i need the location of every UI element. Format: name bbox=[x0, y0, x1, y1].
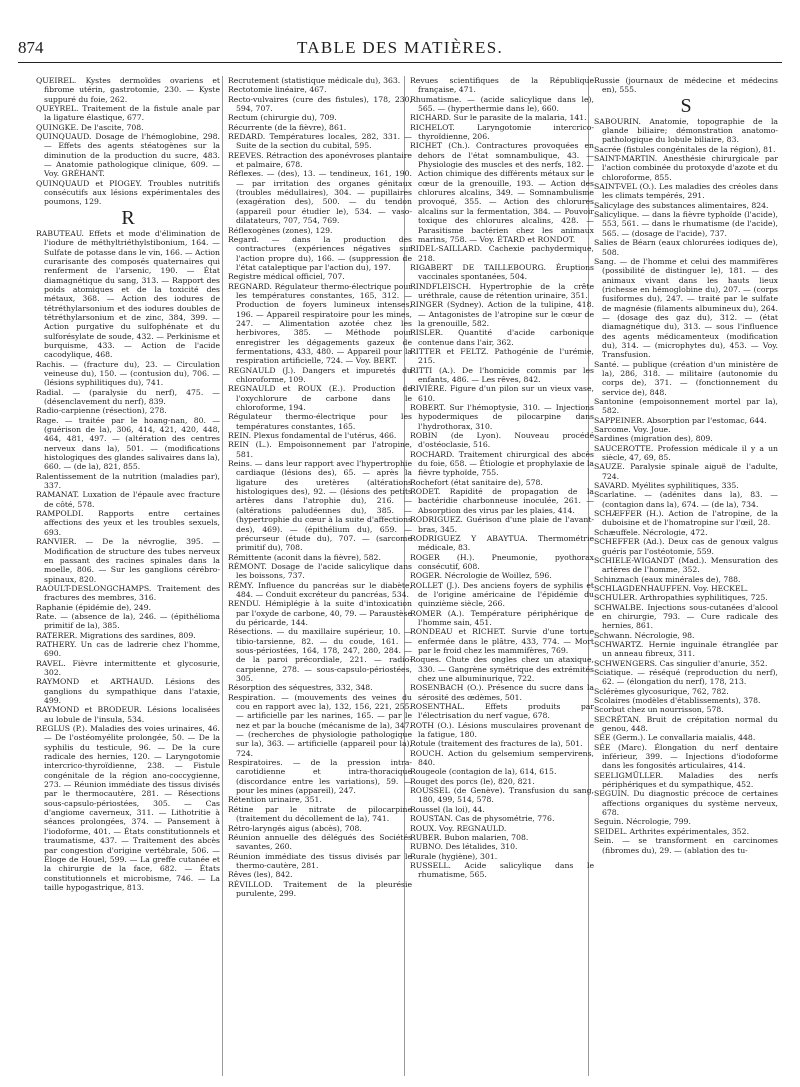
index-entry: Régulateur thermo-électrique pour les températures constantes, 165. bbox=[228, 412, 412, 431]
index-entry: Rurale (hygiène), 301. bbox=[410, 851, 498, 861]
index-entry: Rougeole (contagion de la), 614, 615. bbox=[410, 767, 557, 777]
index-entry: RINGER (Sydney). Action de la tulipine, 418. — Antagonistes de l'atropine sur le cœur de la grenouille, 582. bbox=[410, 300, 594, 328]
index-entry: Schwann. Nécrologie, 98. bbox=[594, 630, 695, 640]
index-entry: Respiration. — (mouvements des veines du cou en rapport avec la), 132, 156, 221, 255. — artificielle par les narines, 165. — par le nez et par la bouche (mécanisme de la), 347. — (recherches de physiologie pathologique sur la), 363. — artificielle (appareil pour la), 724. bbox=[228, 692, 412, 758]
index-entry: Ralentissement de la nutrition (maladies par), 337. bbox=[36, 471, 220, 491]
index-entry: REEVES. Rétraction des aponévroses plantaire et palmaire, 678. bbox=[228, 150, 412, 170]
index-entry: RIGABERT DE TAILLEBOURG. Éruptions vaccinales spontanées, 504. bbox=[410, 262, 594, 282]
index-entry: RUBNO. Des létalides, 310. bbox=[410, 842, 518, 852]
index-entry: Rage. — traitée par le hoang-nan, 80. — (guérison de la), 306, 414, 421, 420, 448, 464, 481, 497. — (altération des centres nerveux dans la), 501. — (modifications histologiques des glandes salivaires dans la), 660. — (de la), 821, 855. bbox=[36, 415, 220, 472]
index-entry: Réunion annuelle des délégués des Sociétés savantes, 260. bbox=[228, 832, 412, 852]
index-entry: Recto-vulvaires (cure des fistules), 178, 230, 594, 707. bbox=[228, 94, 412, 114]
page-number: 874 bbox=[18, 38, 44, 57]
index-entry: Seguin. Nécrologie, 799. bbox=[594, 817, 691, 827]
index-entry: Rotule (traitement des fractures de la), 501. bbox=[410, 739, 583, 749]
index-entry: RÉMONT. Dosage de l'acide salicylique dans les boissons, 737. bbox=[228, 561, 412, 581]
index-entry: Rétention urinaire, 351. bbox=[228, 795, 322, 805]
index-entry: RIDEL-SAILLARD. Cachexie pachydermique, 218. bbox=[410, 244, 594, 263]
index-entry: QUINQUAUD. Dosage de l'hémoglobine, 298. — Effets des agents stéatogènes sur la diminution de la production du sucre, 483. — Anatomie pathologique clinique, 609. — Voy. GRÉHANT. bbox=[36, 132, 220, 179]
index-entry: Raphanie (épidémie de), 249. bbox=[36, 602, 152, 612]
index-entry: SAINT-VEL (O.). Les maladies des créoles dans les climats tempérés, 291. bbox=[594, 182, 778, 201]
index-entry: ROCHARD. Traitement chirurgical des abcès du foie, 658. — Étiologie et prophylaxie de la fièvre typhoïde, 755. bbox=[410, 449, 594, 478]
index-entry: Santé. — publique (création d'un ministère de la), 286, 318. — militaire (autonomie du corps de), 371. — (fonctionnement du service de), 848. bbox=[594, 359, 778, 397]
index-entry: Respiratoires. — de la pression intra-carotidienne et intra-thoracique (discordance entre les variations), 59. — pour les mines (appareil), 247. bbox=[228, 758, 412, 796]
index-entry: SCHWALBE. Injections sous-cutanées d'alcool en chirurgie, 793. — Cure radicale des hernies, 861. bbox=[594, 602, 778, 631]
index-entry: SECRÉTAN. Bruit de crépitation normal du genou, 448. bbox=[594, 714, 778, 734]
index-entry: ROBIN (de Lyon). Nouveau procédé d'ostéoclasie, 516. bbox=[410, 431, 594, 450]
index-entry: RODRIGUEZ Y ABAYTUA. Thermométrie médicale, 83. bbox=[410, 533, 594, 553]
index-entry: SAUZE. Paralysie spinale aiguë de l'adulte, 724. bbox=[594, 462, 778, 481]
index-entry: ROLLET (J.). Des anciens foyers de syphilis et de l'origine américaine de l'épidémie du quinzième siècle, 266. bbox=[410, 580, 594, 609]
index-entry: Rachis. — (fracture du), 23. — Circulation veineuse du), 150. — (contusion du), 706. — (lésions syphilitiques du), 741. bbox=[36, 359, 220, 388]
index-entry: Salies de Béarn (eaux chlorurées iodiques de), 508. bbox=[594, 238, 778, 257]
index-entry: Récurrente (de la fièvre), 861. bbox=[228, 122, 347, 132]
index-entry: Revues scientifiques de la République française, 471. bbox=[410, 76, 594, 95]
index-entry: Réunion immédiate des tissus divisés par le thermo-cautère, 281. bbox=[228, 851, 412, 870]
index-entry: ROSENBACH (O.). Présence du sucre dans la sérosité des œdèmes, 501. bbox=[410, 683, 594, 702]
index-entry: Scolaires (modèles d'établissements), 378. bbox=[594, 696, 761, 705]
index-entry: SCHÆFFER (H.). Action de l'atropine, de la duboisine et de l'homatropine sur l'œil, 28. bbox=[594, 509, 778, 528]
index-entry: RENDU. Hémiplégie à la suite d'intoxication par l'oxyde de carbone, 40, 79. — Paraustèse du péricarde, 144. bbox=[228, 599, 412, 627]
index-entry: Radial. — (paralysie du nerf), 475. — (désenclavement du nerf), 839. bbox=[36, 387, 220, 406]
index-entry: REGNAULD (J.). Dangers et impuretés du chloroforme, 109. bbox=[228, 365, 412, 384]
page-header bbox=[18, 38, 782, 60]
index-entry: Sang. — de l'homme et celui des mammifères (possibilité de distinguer le), 181. — des animaux vivant dans les hauts lieux (richesse en hémoglobine du), 207. — (corps fusiformes du), 247. — traité par le sulfate de magnésie (filaments albumineux du), 264. — (dosage des gaz du), 312. — (état diamagnétique du), 313. — sous l'influence des agents médicamenteux (modification du), 314. — (microphytes du), 453. — Voy. Transfusion. bbox=[594, 256, 778, 360]
index-entry: ROUCH. Action du gelsemium sempervirens, 840. bbox=[410, 748, 594, 768]
index-entry: SEIDEL. Arthrites expérimentales, 352. bbox=[594, 826, 750, 836]
section-letter: R bbox=[121, 206, 135, 229]
index-entry: Registre médical officiel, 707. bbox=[228, 272, 345, 282]
header-rule bbox=[18, 62, 782, 63]
index-entry: REGLUS (P.). Maladies des voies urinaires, 46. — De l'ostéomyélite prolongée, 50. — De la syphilis du testicule, 96. — De la cure radicale des hernies, 120. — Laryngotomie intercrico-thyroïdienne, 238. — Fistule congénitale de la région ano-coccygienne, 273. — Réunion immédiate des tissus divisés par le thermocautère, 281. — Résections sous-capsulo-périostées, 305. — Cas d'angiome caverneux, 311. — Lithotritie à séances prolongées, 374. — Pansement à l'iodoforme, 401. — États constitutionnels et traumatisme, 437. — Traitement des abcès par congestion d'origine vertébrale, 506. — Éloge de Houel, 599. — La greffe cutanée et la chirurgie de la face, 682. — États constitutionnels et microbisme, 746. — La taille hypogastrique, 813. bbox=[36, 724, 220, 892]
index-entry: RODRIGUEZ. Guérison d'une plaie de l'avant-bras, 345. bbox=[410, 515, 594, 534]
index-entry: RAMANAT. Luxation de l'épaule avec fracture de côté, 578. bbox=[36, 490, 220, 509]
index-entry: Réflexes. — (des), 13. — tendineux, 161, 190. — par irritation des organes génitaux (troubles médullaires), 304. — pupillaires (exagération des), 500. — du tendon (appareil pour étudier le), 534. — vaso-dilatateurs, 707, 754, 769. bbox=[228, 169, 412, 226]
index-entry: ROUSSEL (de Genève). Transfusion du sang, 180, 499, 514, 578. bbox=[410, 786, 594, 805]
index-entry: ROUSTAN. Cas de physométrie, 776. bbox=[410, 814, 555, 824]
index-entry: Rétro-laryngés aigus (abcès), 708. bbox=[228, 823, 362, 833]
index-entry: Schæuffele. Nécrologie, 472. bbox=[594, 527, 708, 537]
index-entry: Rochefort (état sanitaire de), 578. bbox=[410, 477, 543, 487]
index-entry: RÉMY. Influence du pancréas sur le diabète, 484. — Conduit excréteur du pancréas, 534. bbox=[228, 580, 412, 599]
index-entry: RIVIÈRE. Figure d'un pilon sur un vieux vase, 610. bbox=[410, 384, 594, 403]
index-entry: Salicylique. — dans la fièvre typhoïde (l'acide), 553, 561. — dans le rhumatisme (de l'acide), 565. — (dosage de l'acide), 737. bbox=[594, 210, 778, 238]
index-entry: RONDEAU et RICHET. Survie d'une tortue enfermée dans le plâtre, 433, 774. — Mort par le froid chez les mammifères, 769. bbox=[410, 627, 594, 655]
index-entry: Russie (journaux de médecine et médecins en), 555. bbox=[594, 76, 778, 95]
index-entry: RUBER. Bubon malarien, 708. bbox=[410, 832, 529, 842]
index-entry: ROGER (H.). Pneumonie, pyothorax consécutif, 608. bbox=[410, 552, 594, 571]
index-entry: Scarlatine. — (adénites dans la), 83. — (contagion dans la), 674. — (de la), 734. bbox=[594, 490, 778, 509]
index-entry: QUEYREL. Traitement de la fistule anale par la ligature élastique, 677. bbox=[36, 104, 220, 123]
index-entry: RABUTEAU. Effets et mode d'élimination de l'iodure de méthyltriéthylstibonium, 164. — Sulfate de potasse dans le vin, 166. — Action curarisante des composés quaternaires qui renferment de l'arsenic, 190. — État diamagnétique du sang, 313. — Rapport des poids atomiques et de la toxicité des métaux, 368. — Action des iodures de tétréthylarsonium et des iodures doubles de tétréthylarsonium et de zinc, 384, 399. — Action purgative du sulfophénate et du sulforésylate de soude, 432. — Perkinisme et burquisme, 433. — Action de l'acide cacodylique, 468. bbox=[36, 228, 220, 360]
index-entry: SCHIELE-WIGANDT (Mad.). Mensuration des artères de l'homme, 352. bbox=[594, 555, 778, 575]
section-letter: S bbox=[680, 94, 692, 117]
index-entry: RICHELOT. Laryngotomie intercrico-thyroïdienne, 206. bbox=[410, 122, 594, 142]
index-entry: SAVARD. Myélites syphilitiques, 335. bbox=[594, 481, 739, 491]
index-entry: SAPPEINER. Absorption par l'estomac, 644. bbox=[594, 415, 767, 425]
index-entry: Schinznach (eaux minérales de), 788. bbox=[594, 574, 741, 584]
index-entry: RAYMOND et BRODEUR. Lésions localisées au lobule de l'insula, 534. bbox=[36, 705, 220, 724]
column-divider bbox=[222, 76, 223, 1076]
index-column-3 bbox=[410, 76, 594, 1080]
index-entry: RAMPOLDI. Rapports entre certaines affections des yeux et les troubles sexuels, 693. bbox=[36, 509, 220, 537]
index-entry: RITTI (A.). De l'homicide commis par les enfants, 486. — Les rêves, 842. bbox=[410, 365, 594, 384]
index-entry: REGNARD. Régulateur thermo-électrique pour les températures constantes, 165, 312. — Production de foyers lumineux intenses, 196. — Appareil respiratoire pour les mines, 247. — Alimentation azotée chez les herbivores, 385. — Méthode pour enregistrer les dégagements gazeux de fermentations, 433, 480. — Appareil pour la respiration artificielle, 724. — Voy. BERT. bbox=[228, 281, 412, 366]
index-entry: REIN. Plexus fondamental de l'utérus, 466. bbox=[228, 431, 397, 441]
index-entry: RAYMOND et ARTHAUD. Lésions des ganglions du sympathique dans l'ataxie, 499. bbox=[36, 677, 220, 705]
index-entry: Roques. Chute des ongles chez un ataxique, 330. — Gangrène symétrique des extrémités chez une albuminurique, 722. bbox=[410, 655, 594, 683]
index-column-2 bbox=[228, 76, 412, 1080]
index-column-1 bbox=[36, 76, 220, 1080]
index-entry: REIN (L.). Empoisonnement par l'atropine, 581. bbox=[228, 440, 412, 459]
index-entry: RAOULT-DESLONGCHAMPS. Traitement des fractures des membres, 316. bbox=[36, 583, 220, 603]
index-entry: Santonine (empoisonnement mortel par la), 582. bbox=[594, 397, 778, 416]
index-entry: ROBERT. Sur l'hémoptysie, 310. — Injections hypodermiques de pilocarpine dans l'hydrothorax, 310. bbox=[410, 403, 594, 431]
index-entry: Sciatique. — réséqué (reproduction du nerf), 62. — (élongation du nerf), 178, 213. bbox=[594, 667, 778, 687]
index-entry: RINDFLEISCH. Hypertrophie de la crête uréthrale, cause de rétention urinaire, 351. bbox=[410, 281, 594, 300]
index-entry: RUSSELL. Acide salicylique dans le rhumatisme, 565. bbox=[410, 860, 594, 880]
index-entry: Salicylage des substances alimentaires, 824. bbox=[594, 200, 769, 210]
index-entry: RAVEL. Fièvre intermittente et glycosurie, 302. bbox=[36, 658, 220, 677]
index-entry: SEELIGMÜLLER. Maladies des nerfs périphériques et du sympathique, 452. bbox=[594, 770, 778, 790]
index-entry: SABOURIN. Anatomie, topographie de la glande biliaire; démonstration anatomo-pathologique du lobule biliaire, 83. bbox=[594, 116, 778, 145]
index-entry: REGNAULD et ROUX (E.). Production de l'oxychlorure de carbone dans le chloroforme, 194. bbox=[228, 384, 412, 413]
index-entry: SCHLAGDENHAUFFEN. Voy. HECKEL. bbox=[594, 583, 749, 593]
index-entry: Radio-carpienne (résection), 278. bbox=[36, 406, 167, 416]
page-title: TABLE DES MATIÈRES. bbox=[296, 38, 504, 57]
index-entry: RICHET (Ch.). Contractures provoquées en dehors de l'état somnambulique, 43. — Physiologie des muscles et des nerfs, 182. — Action chimique des différents métaux sur le cœur de la grenouille, 193. — Action des chlorures alcalins, 349. — Somnambulisme provoqué, 355. — Action des chlorures alcalins sur la fermentation, 384. — Pouvoir toxique des chlorures alcalins, 428. — Parasitisme bactérien chez les animaux marins, 758. — Voy. ÉTARD et RONDOT. bbox=[410, 141, 594, 244]
index-entry: SCHWARTZ. Hernie inguinale étranglée par un anneau fibreux, 311. bbox=[594, 639, 778, 659]
index-entry: SEGUIN. Du diagnostic précoce de certaines affections organiques du système nerveux, 678. bbox=[594, 789, 778, 818]
index-entry: RATHERY. Un cas de ladrerie chez l'homme, 690. bbox=[36, 639, 220, 659]
index-entry: SÉE (Germ.). Le convallaria maialis, 448. bbox=[594, 733, 756, 743]
index-entry: Recrutement (statistique médicale du), 363. bbox=[228, 76, 401, 85]
index-entry: Résorption des séquestres, 332, 348. bbox=[228, 683, 373, 693]
index-entry: Rate. — (absence de la), 246. — (épithélioma primitif de la), 385. bbox=[36, 611, 220, 631]
index-entry: SCHEFFER (Ad.). Deux cas de genoux valgus guéris par l'ostéotomie, 559. bbox=[594, 537, 778, 556]
index-entry: RANVIER. — De la névroglie, 395. — Modification de structure des tubes nerveux en passant des racines spinales dans la moelle, 806. — Sur les ganglions cérébro-spinaux, 820. bbox=[36, 537, 220, 584]
index-entry: ROGER. Nécrologie de Woillez, 596. bbox=[410, 571, 552, 581]
index-entry: ROUX. Voy. REGNAULD. bbox=[410, 823, 507, 833]
index-entry: Rouget des porcs (le), 820, 821. bbox=[410, 776, 535, 786]
index-entry: RODET. Rapidité de propagation de la bactéridie charbonneuse inoculée, 261. — Absorption des virus par les plaies, 414. bbox=[410, 487, 594, 515]
index-entry: SAINT-MARTIN. Anesthésie chirurgicale par l'action combinée du protoxyde d'azote et du chloroforme, 855. bbox=[594, 154, 778, 182]
index-entry: SÉE (Marc). Élongation du nerf dentaire inférieur, 399. — Injections d'iodoforme dans les fongosités articulaires, 414. bbox=[594, 742, 778, 771]
index-entry: REDARD. Températures locales, 282, 331. — Suite de la section du cubital, 595. bbox=[228, 132, 412, 151]
index-entry: Réflexogènes (zones), 129. bbox=[228, 225, 333, 235]
index-entry: Sein. — se transforment en carcinomes (fibromes du), 29. — (ablation des tu- bbox=[594, 836, 778, 855]
index-entry: SCHWENGERS. Cas singulier d'anurie, 352. bbox=[594, 658, 768, 668]
index-entry: Scorbut chez un nourrisson, 578. bbox=[594, 705, 724, 715]
index-entry: Sarcome. Voy. Joue. bbox=[594, 425, 671, 435]
index-entry: RICHARD. Sur le parasite de la malaria, 141. bbox=[410, 113, 587, 123]
index-entry: RÉVILLOD. Traitement de la pleurésie purulente, 299. bbox=[228, 879, 412, 898]
index-entry: ROMER (A.). Température périphérique de l'homme sain, 451. bbox=[410, 608, 594, 627]
index-entry: SAUCEROTTE. Profession médicale il y a un siècle, 47, 69, 85. bbox=[594, 443, 778, 463]
index-entry: Rémittente (aconit dans la fièvre), 582. bbox=[228, 552, 381, 562]
index-entry: Sardines (migration des), 809. bbox=[594, 434, 713, 444]
index-entry: Rêves (les), 842. bbox=[228, 870, 293, 880]
index-entry: Rhumatisme. — (acide salicylique dans le), 565. — (hyperthermie dans le), 660. bbox=[410, 94, 594, 114]
index-entry: Roussel (la loi), 44. bbox=[410, 804, 485, 814]
index-entry: QUEIREL. Kystes dermoïdes ovariens et fibrome utérin, gastrotomie, 230. — Kyste suppuré du foie, 262. bbox=[36, 76, 220, 104]
index-entry: SCHULER. Arthropathies syphilitiques, 725. bbox=[594, 593, 768, 603]
index-entry: RATERER. Migrations des sardines, 809. bbox=[36, 630, 196, 640]
index-entry: ROTH (O.). Lésions musculaires provenant de la fatigue, 180. bbox=[410, 720, 594, 740]
index-entry: Regard. — dans la production des contractures (expériences négatives sur l'action propre du), 166. — (suppression de l'état cataleptique par l'action du), 197. bbox=[228, 234, 412, 272]
index-entry: Sacrée (fistules congénitales de la région), 81. bbox=[594, 144, 776, 154]
index-entry: QUINGKE. De l'ascite, 708. bbox=[36, 122, 144, 132]
index-column-4 bbox=[594, 76, 778, 1080]
index-entry: Reins. — dans leur rapport avec l'hypertrophie cardiaque (lésions des), 65. — après la ligature des uretères (altérations histologiques des), 92. — (lésions des petits artères dans l'atrophie du), 216. — (altérations paludéennes du), 385. — (hypertrophie du cœur à la suite d'affections des), 469). — (épithélium du), 659. — précurseur (étude du), 707. — (sarcome primitif du), 708. bbox=[228, 459, 412, 553]
index-entry: QUINQUAUD et PIOGEY. Troubles nutritifs consécutifs aux lésions expérimentales des poumons, 129. bbox=[36, 178, 220, 207]
index-entry: Résections. — du maxillaire supérieur, 10. — tibio-tarsienne, 82. — du coude, 161. — sous-périostées, 164, 178, 247, 280, 284. — de la paroi précordiale, 221. — radio-carpienne, 278. — sous-capsulo-périostées, 305. bbox=[228, 627, 412, 683]
index-entry: Rectotomie linéaire, 467. bbox=[228, 85, 327, 95]
index-entry: Rétine par le nitrate de pilocarpine (traitement du décollement de la), 741. bbox=[228, 804, 412, 824]
index-entry: Sclérèmes glycosurique, 762, 782. bbox=[594, 686, 729, 696]
index-entry: RITTER et FELTZ. Pathogénie de l'urémie, 215. bbox=[410, 346, 594, 366]
index-entry: ROSENTHAL. Effets produits par l'électrisation du nerf vague, 678. bbox=[410, 702, 594, 721]
index-entry: Rectum (chirurgie du), 709. bbox=[228, 113, 337, 123]
index-entry: RISLER. Quantité d'acide carbonique contenue dans l'air, 362. bbox=[410, 328, 594, 347]
